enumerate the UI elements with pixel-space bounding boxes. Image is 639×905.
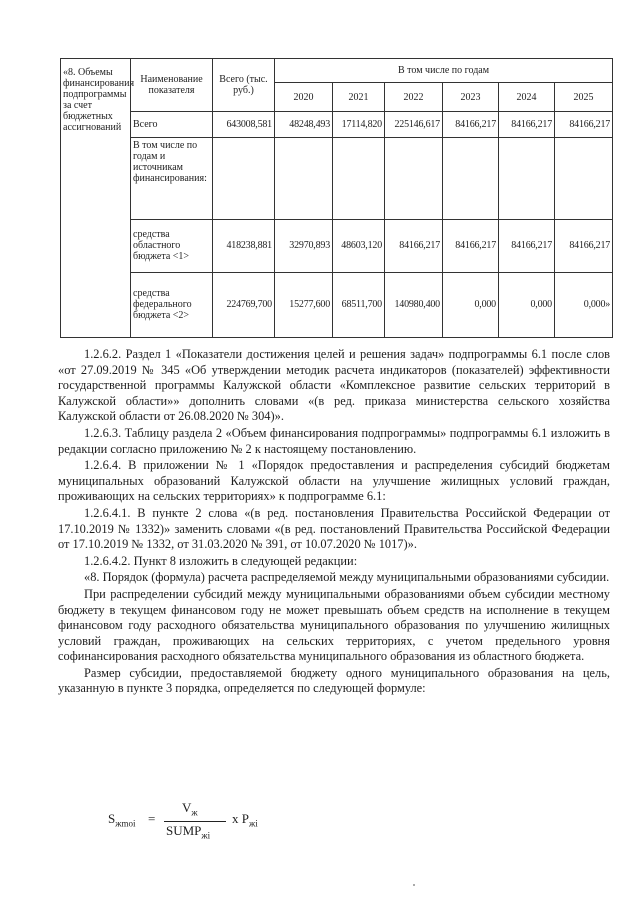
row-value: 0,000 [443, 272, 499, 337]
table-row [61, 272, 613, 337]
row-value: 84166,217 [499, 219, 555, 272]
body-text [58, 347, 610, 698]
paragraph: «8. Порядок (формула) расчета распределяемой между муниципальными образованиями субсидии. [84, 570, 610, 585]
header-year: 2021 [333, 83, 385, 112]
formula-lhs: $S_{жmoi}$ [108, 811, 136, 829]
paragraph: 1.2.6.4.2. Пункт 8 изложить в следующей редакции: [84, 553, 358, 568]
row-value: 140980,400 [385, 272, 443, 337]
row-label: Всего [131, 111, 213, 137]
row-label: В том числе по годам и источникам финансирования: [131, 138, 213, 219]
row-value: 17114,820 [333, 111, 385, 137]
header-year: 2022 [385, 83, 443, 112]
paragraph: 1.2.6.3. Таблицу раздела 2 «Объем финансирования подпрограммы» подпрограммы 6.1 изложить в редакции согласно приложению № 2 к настоящему постановлению. [58, 425, 610, 456]
row-value: 84166,217 [443, 219, 499, 272]
header-indicator: Наименование показателя [131, 59, 213, 112]
formula-numerator: $V_ж$ [182, 800, 198, 818]
formula-denominator: $SUMP_{жi}$ [166, 823, 211, 841]
paragraph: 1.2.6.2. Раздел 1 «Показатели достижения целей и решения задач» подпрограммы 6.1 после слов «от 27.09.2019 № 345 «Об утверждении методик расчета индикаторов (показателей) эффективности государственной программы Калужской области «Комплексное развитие сельских территорий в Калужской области»» дополнить словами «(в ред. приказа министерства сельского хозяйства Калужской области от 26.08.2020 № 304)». [58, 347, 610, 424]
row-value: 84166,217 [499, 111, 555, 137]
formula-multiplier: x $P_{жi}$ [232, 811, 258, 829]
table-row [61, 219, 613, 272]
row-value: 48248,493 [275, 111, 333, 137]
table-row [61, 111, 613, 137]
row-total: 418238,881 [213, 219, 275, 272]
row-total: 224769,700 [213, 272, 275, 337]
row-value: 84166,217 [555, 111, 613, 137]
row-total: 643008,581 [213, 111, 275, 137]
row-value [555, 138, 613, 219]
row-value: 84166,217 [555, 219, 613, 272]
header-years-group: В том числе по годам [275, 59, 613, 83]
table-row [61, 138, 613, 219]
row-value [385, 138, 443, 219]
row-label: средства областного бюджета <1> [131, 219, 213, 272]
row-value: 84166,217 [385, 219, 443, 272]
header-year: 2025 [555, 83, 613, 112]
paragraph: При распределении субсидий между муниципальными образованиями объем субсидии местному бюджету в текущем финансовом году не может превышать объем средств на исполнение в текущем финансовом году расходного обязательства муниципального образования по улучшению жилищных условий граждан, проживающих на сельских территориях, с учетом предельного уровня софинансирования расходного обязательства муниципального образования из областного бюджета. [58, 586, 610, 664]
subsidy-formula [108, 800, 308, 844]
row-total [213, 138, 275, 219]
fraction-line [164, 821, 226, 822]
row-value: 32970,893 [275, 219, 333, 272]
header-year: 2023 [443, 83, 499, 112]
row-value: 48603,120 [333, 219, 385, 272]
row-value: 15277,600 [275, 272, 333, 337]
financing-table [60, 58, 613, 338]
row-value: 0,000» [555, 272, 613, 337]
formula-equals: = [148, 811, 156, 826]
table-side-label: «8. Объемы финансирования подпрограммы за счет бюджетных ассигнований [61, 59, 131, 338]
row-value [333, 138, 385, 219]
row-value [443, 138, 499, 219]
scan-speck [413, 884, 415, 886]
row-value: 68511,700 [333, 272, 385, 337]
row-value: 84166,217 [443, 111, 499, 137]
row-value: 0,000 [499, 272, 555, 337]
row-value: 225146,617 [385, 111, 443, 137]
header-total: Всего (тыс. руб.) [213, 59, 275, 112]
header-year: 2020 [275, 83, 333, 112]
paragraph: Размер субсидии, предоставляемой бюджету одного муниципального образования на цель, указанную в пункте 3 порядка, определяется по следующей формуле: [58, 665, 610, 696]
paragraph: 1.2.6.4.1. В пункте 2 слова «(в ред. постановления Правительства Российской Федерации от 17.10.2019 № 1332)» заменить словами «(в ред. постановлений Правительства Российской Федерации от 17.10.2019 № 1332, от 31.03.2020 № 391, от 10.07.2020 № 1017)». [58, 505, 610, 552]
header-year: 2024 [499, 83, 555, 112]
paragraph: 1.2.6.4. В приложении № 1 «Порядок предоставления и распределения субсидий бюджетам муниципальных образований Калужской области на улучшение жилищных условий граждан, проживающих на сельских территориях» к подпрограмме 6.1: [58, 458, 610, 504]
row-value [499, 138, 555, 219]
row-value [275, 138, 333, 219]
row-label: средства федерального бюджета <2> [131, 272, 213, 337]
